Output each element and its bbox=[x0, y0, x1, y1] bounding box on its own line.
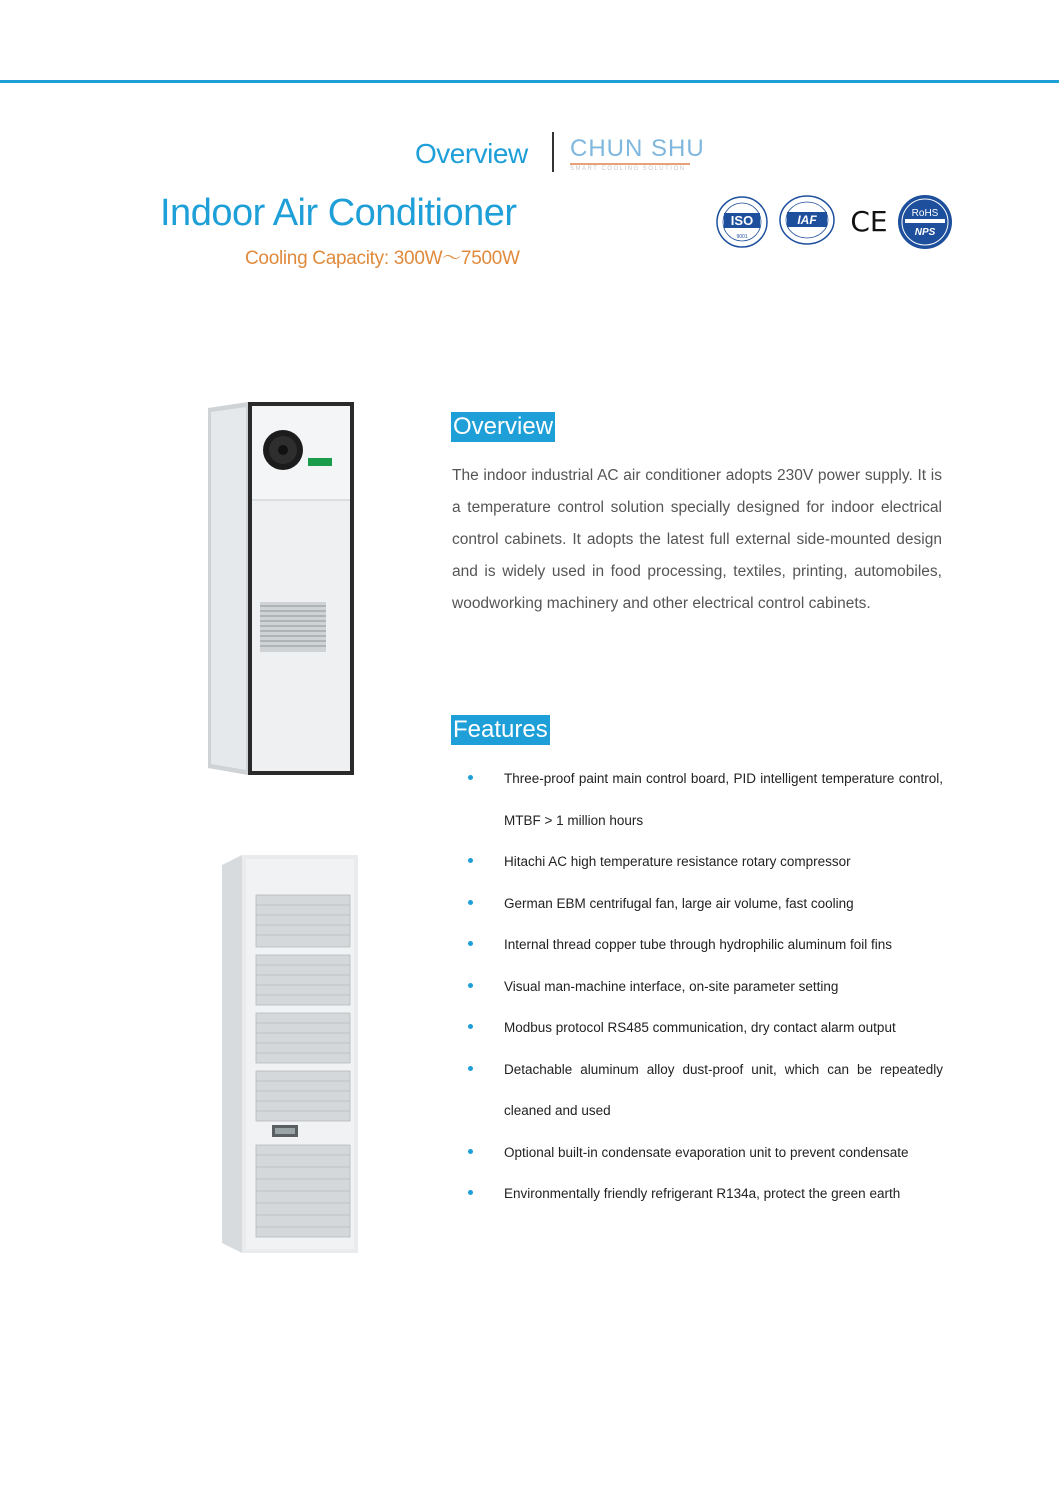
overview-heading: Overview bbox=[453, 413, 554, 440]
ce-mark-icon bbox=[848, 203, 890, 237]
nps-label: NPS bbox=[914, 227, 936, 238]
product-image-cabinet-unit bbox=[222, 855, 358, 1253]
overview-paragraph: The indoor industrial AC air conditioner adopts 230V power supply. It is a temperature control solution specially designed for indoor electrical control cabinets. It adopts the latest full external side-mounted design and is widely used in food processing, textiles, printing, automobiles, woodworking machinery and other electrical control cabinets. bbox=[452, 467, 942, 612]
feature-text: Detachable aluminum alloy dust-proof unit, which can be repeatedly cleaned and used bbox=[504, 1061, 943, 1118]
bullet-icon bbox=[468, 1149, 473, 1154]
feature-text: Optional built-in condensate evaporation unit to prevent condensate bbox=[504, 1144, 909, 1160]
iso-sub-label: 9001 bbox=[736, 234, 748, 240]
bullet-icon bbox=[468, 1024, 473, 1029]
header-overview-label: Overview bbox=[415, 138, 528, 169]
iaf-badge-icon bbox=[779, 195, 835, 245]
feature-item bbox=[460, 1007, 943, 1049]
feature-item bbox=[460, 841, 943, 883]
feature-text: Three-proof paint main control board, PID intelligent temperature control, MTBF > 1 million hours bbox=[504, 771, 943, 828]
bullet-icon bbox=[468, 1190, 473, 1195]
feature-item bbox=[460, 758, 943, 841]
feature-text: Internal thread copper tube through hydrophilic aluminum foil fins bbox=[504, 937, 892, 952]
feature-item bbox=[460, 924, 943, 966]
header-divider bbox=[552, 132, 554, 172]
feature-text: Hitachi AC high temperature resistance rotary compressor bbox=[504, 854, 851, 869]
ce-label: CE bbox=[850, 205, 888, 237]
features-heading: Features bbox=[453, 716, 548, 743]
bullet-icon bbox=[468, 775, 473, 780]
feature-item bbox=[460, 1049, 943, 1132]
iaf-label: IAF bbox=[797, 213, 817, 227]
feature-item bbox=[460, 883, 943, 925]
cooling-capacity: Cooling Capacity: 300W～7500W bbox=[245, 248, 520, 269]
page-title: Indoor Air Conditioner bbox=[160, 192, 517, 234]
bullet-icon bbox=[468, 983, 473, 988]
product-image-side-mount-unit bbox=[208, 402, 354, 775]
feature-item bbox=[460, 1132, 943, 1174]
features-list bbox=[460, 758, 943, 1215]
feature-text: German EBM centrifugal fan, large air volume, fast cooling bbox=[504, 895, 854, 911]
brand-logo bbox=[570, 136, 705, 172]
feature-item bbox=[460, 1173, 943, 1215]
brand-tagline: SMART COOLING SOLUTION bbox=[570, 166, 686, 172]
rohs-badge-icon bbox=[897, 194, 953, 250]
iso-9001-badge-icon bbox=[716, 196, 768, 248]
feature-item bbox=[460, 966, 943, 1008]
bullet-icon bbox=[468, 1066, 473, 1071]
iso-label: ISO bbox=[730, 213, 754, 228]
bullet-icon bbox=[468, 858, 473, 863]
feature-text: Modbus protocol RS485 communication, dry contact alarm output bbox=[504, 1020, 896, 1035]
bullet-icon bbox=[468, 941, 473, 946]
rohs-label: RoHS bbox=[911, 208, 939, 219]
feature-text: Visual man-machine interface, on-site parameter setting bbox=[504, 978, 839, 994]
brand-underline bbox=[570, 163, 690, 165]
feature-text: Environmentally friendly refrigerant R134a, protect the green earth bbox=[504, 1186, 901, 1201]
bullet-icon bbox=[468, 900, 473, 905]
brand-name: CHUN SHU bbox=[570, 135, 705, 162]
top-rule bbox=[0, 80, 1059, 83]
